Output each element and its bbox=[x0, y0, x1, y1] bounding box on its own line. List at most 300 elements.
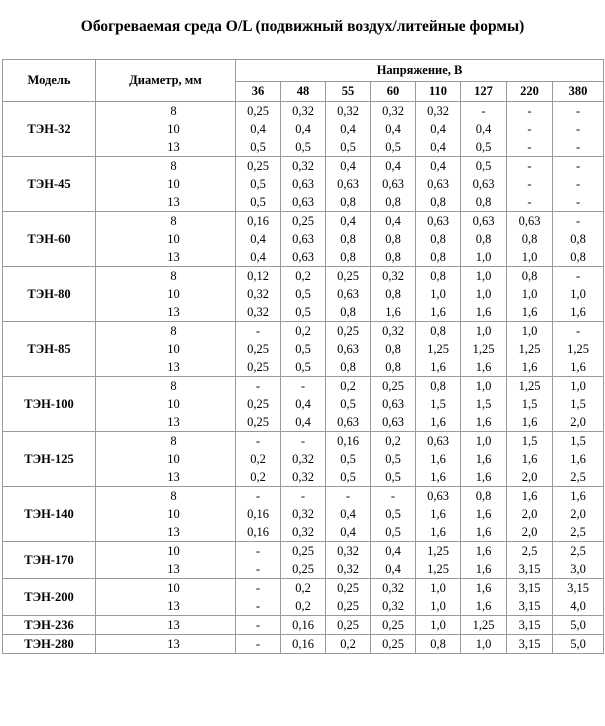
power-cell bbox=[371, 212, 416, 267]
power-cell bbox=[461, 102, 507, 157]
voltage-column-header: 60 bbox=[371, 82, 416, 102]
power-cell bbox=[416, 542, 461, 579]
table-row bbox=[3, 487, 604, 542]
power-cell bbox=[326, 322, 371, 377]
power-value: 1,25 bbox=[567, 342, 589, 356]
power-value: 0,5 bbox=[385, 507, 401, 521]
voltage-column-header: 380 bbox=[553, 82, 604, 102]
power-cell bbox=[371, 616, 416, 635]
power-value: - bbox=[575, 122, 581, 136]
power-cell bbox=[507, 322, 553, 377]
power-cell bbox=[416, 635, 461, 654]
power-value: 0,5 bbox=[295, 342, 311, 356]
power-value: 0,32 bbox=[382, 269, 404, 283]
power-value: 0,2 bbox=[250, 470, 266, 484]
power-value: 1,6 bbox=[475, 452, 492, 466]
diameter-value: 10 bbox=[167, 287, 180, 301]
power-cell bbox=[553, 432, 604, 487]
power-value: 1,25 bbox=[518, 379, 541, 393]
power-value: 1,6 bbox=[570, 360, 586, 374]
diameter-cell bbox=[96, 579, 236, 616]
power-value: 0,5 bbox=[295, 140, 311, 154]
power-value: 3,0 bbox=[570, 562, 586, 576]
table-row bbox=[3, 635, 604, 654]
power-cell bbox=[416, 212, 461, 267]
power-value: 0,63 bbox=[518, 214, 541, 228]
diameter-value: 13 bbox=[167, 305, 180, 319]
power-value: 1,0 bbox=[521, 250, 538, 264]
power-value: 3,15 bbox=[518, 581, 541, 595]
power-cell bbox=[371, 102, 416, 157]
power-value: 0,4 bbox=[295, 122, 311, 136]
power-value: 0,32 bbox=[337, 104, 359, 118]
power-value: 1,6 bbox=[475, 525, 492, 539]
power-value: - bbox=[527, 195, 532, 209]
power-cell bbox=[281, 322, 326, 377]
power-cell bbox=[236, 432, 281, 487]
power-cell bbox=[326, 616, 371, 635]
power-value: 0,4 bbox=[250, 122, 266, 136]
power-value: - bbox=[300, 379, 306, 393]
model-cell: ТЭН-45 bbox=[3, 157, 96, 212]
power-value: 1,6 bbox=[521, 452, 538, 466]
power-cell bbox=[281, 432, 326, 487]
power-value: 0,8 bbox=[385, 250, 401, 264]
power-cell bbox=[507, 542, 553, 579]
power-value: 1,5 bbox=[521, 434, 538, 448]
power-value: 0,4 bbox=[430, 159, 446, 173]
power-cell bbox=[553, 157, 604, 212]
power-cell bbox=[507, 157, 553, 212]
diameter-value: 13 bbox=[167, 140, 180, 154]
power-cell bbox=[553, 635, 604, 654]
power-value: 0,4 bbox=[340, 507, 356, 521]
power-value: 1,0 bbox=[430, 599, 446, 613]
power-value: 1,25 bbox=[427, 544, 449, 558]
power-value: 0,32 bbox=[382, 324, 404, 338]
power-cell bbox=[326, 157, 371, 212]
power-cell bbox=[553, 322, 604, 377]
power-value: 0,16 bbox=[292, 637, 314, 651]
power-cell bbox=[553, 542, 604, 579]
diameter-value: 13 bbox=[167, 415, 180, 429]
power-value: - bbox=[255, 379, 261, 393]
power-value: 0,25 bbox=[292, 562, 314, 576]
power-cell bbox=[371, 542, 416, 579]
power-value: 1,25 bbox=[427, 562, 449, 576]
power-value: 1,6 bbox=[521, 415, 538, 429]
power-value: 0,16 bbox=[292, 618, 314, 632]
power-value: 0,8 bbox=[385, 287, 401, 301]
power-cell bbox=[371, 487, 416, 542]
power-cell bbox=[507, 267, 553, 322]
diameter-cell bbox=[96, 322, 236, 377]
diameter-value: 10 bbox=[167, 507, 180, 521]
power-cell bbox=[281, 212, 326, 267]
model-cell: ТЭН-80 bbox=[3, 267, 96, 322]
power-value: 1,6 bbox=[430, 305, 446, 319]
diameter-value: 10 bbox=[167, 581, 180, 595]
power-value: 1,6 bbox=[430, 507, 446, 521]
power-value: 0,8 bbox=[521, 269, 538, 283]
power-value: 0,16 bbox=[337, 434, 359, 448]
power-cell bbox=[236, 212, 281, 267]
power-cell bbox=[461, 267, 507, 322]
power-cell bbox=[326, 579, 371, 616]
power-value: 2,0 bbox=[570, 415, 586, 429]
power-cell bbox=[326, 267, 371, 322]
power-value: 0,25 bbox=[337, 599, 359, 613]
power-value: - bbox=[575, 195, 581, 209]
power-cell bbox=[461, 322, 507, 377]
power-value: - bbox=[255, 489, 261, 503]
power-value: - bbox=[575, 159, 581, 173]
power-value: 0,63 bbox=[472, 177, 495, 191]
table-row bbox=[3, 377, 604, 432]
voltage-header: Напряжение, В bbox=[236, 60, 604, 82]
power-value: 0,25 bbox=[247, 104, 269, 118]
power-value: 0,16 bbox=[247, 525, 269, 539]
power-value: 1,0 bbox=[475, 637, 492, 651]
power-cell bbox=[553, 212, 604, 267]
power-cell bbox=[236, 635, 281, 654]
diameter-value: 8 bbox=[170, 324, 177, 338]
diameter-value: 8 bbox=[170, 489, 177, 503]
table-row bbox=[3, 542, 604, 579]
power-cell bbox=[326, 432, 371, 487]
power-value: 1,6 bbox=[430, 470, 446, 484]
power-cell bbox=[281, 487, 326, 542]
power-cell bbox=[236, 616, 281, 635]
power-value: - bbox=[255, 581, 261, 595]
power-cell bbox=[326, 102, 371, 157]
power-cell bbox=[461, 157, 507, 212]
power-value: 0,32 bbox=[292, 159, 314, 173]
power-cell bbox=[281, 635, 326, 654]
diameter-cell bbox=[96, 432, 236, 487]
power-value: 0,32 bbox=[292, 525, 314, 539]
power-value: 0,8 bbox=[430, 269, 446, 283]
power-value: 0,63 bbox=[427, 434, 449, 448]
power-value: 0,32 bbox=[382, 599, 404, 613]
power-value: 0,4 bbox=[340, 525, 356, 539]
diameter-value: 8 bbox=[170, 214, 177, 228]
power-value: 1,0 bbox=[570, 379, 586, 393]
power-value: 0,8 bbox=[570, 232, 586, 246]
model-cell: ТЭН-170 bbox=[3, 542, 96, 579]
power-value: 1,6 bbox=[521, 489, 538, 503]
power-value: 0,25 bbox=[292, 214, 314, 228]
power-value: 0,4 bbox=[385, 562, 401, 576]
power-value: - bbox=[255, 618, 261, 632]
power-cell bbox=[416, 267, 461, 322]
power-value: 1,5 bbox=[430, 397, 446, 411]
voltage-column-header: 220 bbox=[507, 82, 553, 102]
power-value: 0,5 bbox=[385, 525, 401, 539]
power-cell bbox=[461, 377, 507, 432]
power-cell bbox=[461, 616, 507, 635]
power-value: 0,8 bbox=[430, 379, 446, 393]
power-value: 2,5 bbox=[570, 470, 586, 484]
power-value: 0,32 bbox=[247, 305, 269, 319]
power-cell bbox=[553, 487, 604, 542]
diameter-cell bbox=[96, 157, 236, 212]
table-row bbox=[3, 267, 604, 322]
power-value: 1,0 bbox=[430, 618, 446, 632]
power-value: 0,63 bbox=[427, 214, 449, 228]
voltage-column-header: 110 bbox=[416, 82, 461, 102]
table-row bbox=[3, 212, 604, 267]
power-cell bbox=[416, 487, 461, 542]
power-value: 0,25 bbox=[247, 397, 269, 411]
diameter-value: 10 bbox=[167, 544, 180, 558]
diameter-value: 10 bbox=[167, 122, 180, 136]
power-cell bbox=[281, 157, 326, 212]
power-value: 0,5 bbox=[250, 177, 266, 191]
power-value: 1,6 bbox=[385, 305, 401, 319]
power-value: 2,5 bbox=[570, 544, 586, 558]
power-value: - bbox=[255, 562, 261, 576]
diameter-cell bbox=[96, 267, 236, 322]
power-value: 0,8 bbox=[430, 250, 446, 264]
table-body bbox=[3, 102, 604, 654]
table-row bbox=[3, 102, 604, 157]
diameter-value: 13 bbox=[167, 562, 180, 576]
power-value: 1,0 bbox=[475, 287, 492, 301]
power-value: 0,5 bbox=[250, 140, 266, 154]
power-cell bbox=[371, 267, 416, 322]
power-cell bbox=[461, 432, 507, 487]
power-value: 1,5 bbox=[521, 397, 538, 411]
power-value: 0,2 bbox=[295, 269, 311, 283]
power-value: 0,25 bbox=[247, 159, 269, 173]
power-value: 1,6 bbox=[475, 470, 492, 484]
power-cell bbox=[236, 487, 281, 542]
power-value: - bbox=[300, 489, 306, 503]
power-cell bbox=[461, 579, 507, 616]
voltage-column-header: 48 bbox=[281, 82, 326, 102]
model-cell: ТЭН-200 bbox=[3, 579, 96, 616]
power-value: 0,8 bbox=[430, 637, 446, 651]
power-value: 0,16 bbox=[247, 214, 269, 228]
power-value: 0,2 bbox=[340, 637, 356, 651]
power-value: 0,8 bbox=[430, 324, 446, 338]
power-value: 1,25 bbox=[472, 618, 495, 632]
diameter-value: 13 bbox=[167, 525, 180, 539]
power-value: - bbox=[300, 434, 306, 448]
power-value: 0,8 bbox=[430, 232, 446, 246]
power-cell bbox=[507, 102, 553, 157]
model-header: Модель bbox=[3, 60, 96, 102]
power-cell bbox=[371, 157, 416, 212]
power-cell bbox=[507, 212, 553, 267]
power-value: 1,0 bbox=[430, 287, 446, 301]
power-value: 0,5 bbox=[340, 470, 356, 484]
power-value: 0,5 bbox=[250, 195, 266, 209]
power-value: 0,8 bbox=[340, 232, 356, 246]
power-value: 3,15 bbox=[518, 599, 541, 613]
power-value: - bbox=[575, 177, 581, 191]
power-value: 0,63 bbox=[337, 342, 359, 356]
power-value: 1,6 bbox=[475, 305, 492, 319]
power-cell bbox=[281, 616, 326, 635]
power-value: 0,8 bbox=[475, 489, 492, 503]
model-cell: ТЭН-280 bbox=[3, 635, 96, 654]
diameter-value: 8 bbox=[170, 104, 177, 118]
power-value: 0,63 bbox=[292, 250, 314, 264]
power-value: - bbox=[575, 269, 581, 283]
power-value: - bbox=[345, 489, 351, 503]
power-value: 0,4 bbox=[250, 232, 266, 246]
power-value: 0,8 bbox=[340, 360, 356, 374]
power-value: 0,32 bbox=[292, 470, 314, 484]
power-cell bbox=[281, 579, 326, 616]
power-value: - bbox=[527, 104, 532, 118]
power-cell bbox=[236, 102, 281, 157]
model-cell: ТЭН-32 bbox=[3, 102, 96, 157]
diameter-value: 10 bbox=[167, 342, 180, 356]
power-value: 0,4 bbox=[340, 122, 356, 136]
power-value: 0,8 bbox=[385, 342, 401, 356]
power-cell bbox=[416, 157, 461, 212]
model-cell: ТЭН-60 bbox=[3, 212, 96, 267]
power-value: 1,0 bbox=[475, 269, 492, 283]
heater-spec-table bbox=[2, 59, 604, 654]
diameter-value: 13 bbox=[167, 637, 180, 651]
power-cell bbox=[507, 616, 553, 635]
power-value: 0,32 bbox=[247, 287, 269, 301]
power-value: 2,0 bbox=[521, 507, 538, 521]
power-value: 0,5 bbox=[340, 397, 356, 411]
power-cell bbox=[236, 157, 281, 212]
power-cell bbox=[371, 432, 416, 487]
power-cell bbox=[326, 212, 371, 267]
power-value: 0,25 bbox=[382, 379, 404, 393]
power-value: 0,25 bbox=[337, 618, 359, 632]
power-cell bbox=[416, 616, 461, 635]
diameter-value: 8 bbox=[170, 434, 177, 448]
power-value: - bbox=[255, 637, 261, 651]
power-value: 0,25 bbox=[382, 618, 404, 632]
power-value: 1,0 bbox=[475, 434, 492, 448]
diameter-value: 13 bbox=[167, 470, 180, 484]
power-cell bbox=[416, 322, 461, 377]
diameter-header: Диаметр, мм bbox=[96, 60, 236, 102]
power-value: 0,8 bbox=[475, 232, 492, 246]
power-cell bbox=[281, 377, 326, 432]
power-value: 0,4 bbox=[430, 122, 446, 136]
power-value: 0,4 bbox=[340, 159, 356, 173]
power-value: 2,0 bbox=[521, 525, 538, 539]
power-value: 1,0 bbox=[521, 324, 538, 338]
table-row bbox=[3, 432, 604, 487]
power-value: 3,15 bbox=[567, 581, 589, 595]
power-cell bbox=[507, 432, 553, 487]
power-value: 0,25 bbox=[337, 269, 359, 283]
power-value: 0,5 bbox=[475, 140, 492, 154]
power-value: 1,0 bbox=[475, 250, 492, 264]
power-cell bbox=[371, 579, 416, 616]
power-value: 0,2 bbox=[340, 379, 356, 393]
power-value: 0,5 bbox=[385, 140, 401, 154]
power-value: 0,25 bbox=[337, 324, 359, 338]
power-cell bbox=[371, 322, 416, 377]
power-value: 0,4 bbox=[385, 214, 401, 228]
power-value: 3,15 bbox=[518, 618, 541, 632]
power-value: 1,6 bbox=[570, 305, 586, 319]
power-value: 0,63 bbox=[382, 177, 404, 191]
power-cell bbox=[371, 377, 416, 432]
power-value: 0,5 bbox=[340, 140, 356, 154]
diameter-value: 10 bbox=[167, 177, 180, 191]
diameter-value: 13 bbox=[167, 360, 180, 374]
power-value: 0,4 bbox=[250, 250, 266, 264]
power-value: 1,6 bbox=[521, 305, 538, 319]
power-value: - bbox=[575, 140, 581, 154]
power-value: 0,4 bbox=[295, 397, 311, 411]
power-value: 2,0 bbox=[570, 507, 586, 521]
power-cell bbox=[461, 635, 507, 654]
power-value: 0,63 bbox=[292, 195, 314, 209]
diameter-value: 10 bbox=[167, 397, 180, 411]
power-value: 0,63 bbox=[337, 177, 359, 191]
power-value: 0,5 bbox=[295, 305, 311, 319]
power-value: 0,12 bbox=[247, 269, 269, 283]
power-value: 0,5 bbox=[340, 452, 356, 466]
diameter-value: 8 bbox=[170, 379, 177, 393]
power-value: 0,8 bbox=[385, 360, 401, 374]
model-cell: ТЭН-236 bbox=[3, 616, 96, 635]
power-cell bbox=[553, 616, 604, 635]
power-value: 0,25 bbox=[382, 637, 404, 651]
power-value: 0,2 bbox=[295, 581, 311, 595]
power-value: 0,4 bbox=[295, 415, 311, 429]
power-cell bbox=[507, 635, 553, 654]
diameter-cell bbox=[96, 635, 236, 654]
diameter-cell bbox=[96, 377, 236, 432]
diameter-value: 13 bbox=[167, 599, 180, 613]
power-value: 0,25 bbox=[247, 360, 269, 374]
diameter-value: 8 bbox=[170, 269, 177, 283]
power-value: 0,4 bbox=[385, 159, 401, 173]
power-value: 0,2 bbox=[295, 599, 311, 613]
power-value: 0,32 bbox=[337, 544, 359, 558]
power-cell bbox=[416, 432, 461, 487]
power-value: - bbox=[255, 324, 261, 338]
power-value: 1,6 bbox=[430, 452, 446, 466]
power-value: 0,2 bbox=[385, 434, 401, 448]
model-cell: ТЭН-140 bbox=[3, 487, 96, 542]
power-value: 0,8 bbox=[340, 250, 356, 264]
power-value: 2,0 bbox=[521, 470, 538, 484]
power-value: 1,6 bbox=[430, 360, 446, 374]
power-value: 1,5 bbox=[570, 397, 586, 411]
power-value: - bbox=[255, 544, 261, 558]
power-cell bbox=[281, 267, 326, 322]
power-value: - bbox=[527, 122, 532, 136]
power-value: - bbox=[481, 104, 486, 118]
power-cell bbox=[553, 579, 604, 616]
power-value: 0,8 bbox=[475, 195, 492, 209]
power-value: 1,6 bbox=[430, 415, 446, 429]
power-value: 5,0 bbox=[570, 637, 586, 651]
power-value: 0,16 bbox=[247, 507, 269, 521]
power-value: - bbox=[575, 104, 581, 118]
model-cell: ТЭН-85 bbox=[3, 322, 96, 377]
power-value: 3,15 bbox=[518, 637, 541, 651]
power-value: 0,25 bbox=[337, 581, 359, 595]
power-cell bbox=[553, 102, 604, 157]
